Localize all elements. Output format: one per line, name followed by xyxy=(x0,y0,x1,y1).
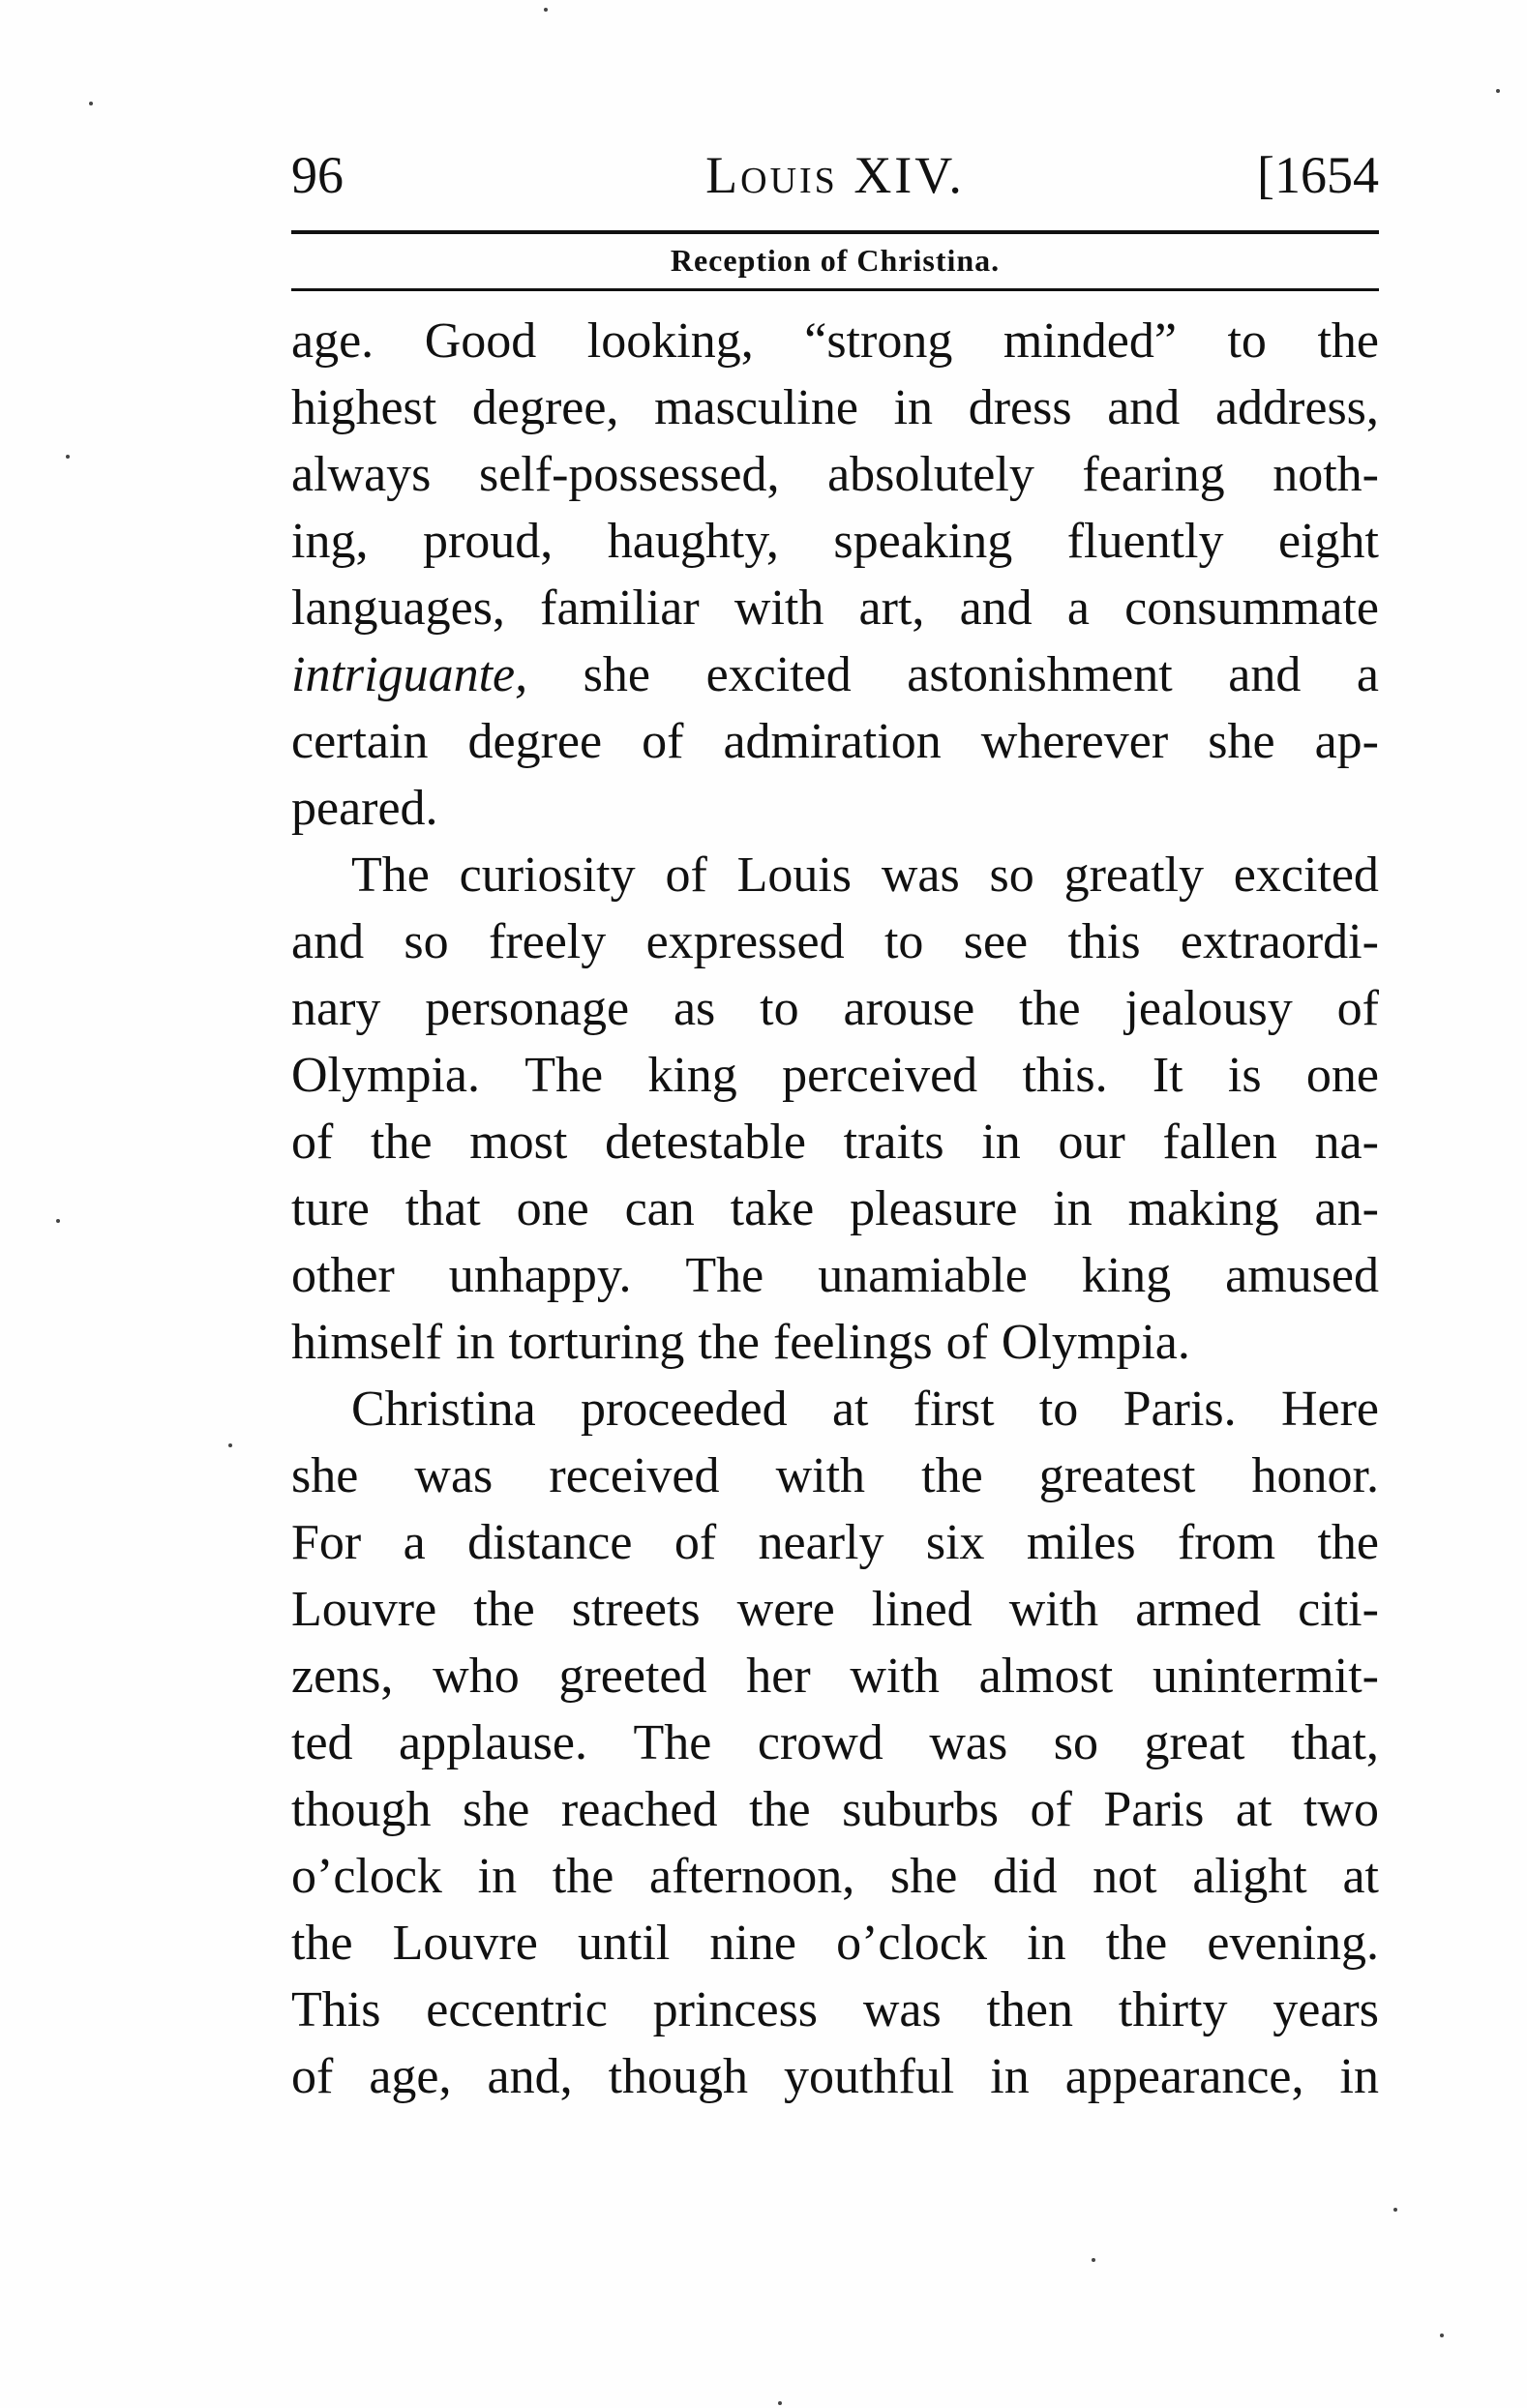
word: feelings xyxy=(772,1315,933,1370)
word: the xyxy=(552,1849,614,1904)
word: with xyxy=(775,1448,866,1503)
text-line xyxy=(291,708,1379,775)
word: youthful xyxy=(784,2049,955,2104)
word: in xyxy=(477,1849,518,1904)
word: of xyxy=(665,847,707,903)
word: six xyxy=(925,1515,985,1570)
word: torturing xyxy=(508,1315,685,1370)
word: so xyxy=(1053,1715,1098,1770)
word: noth- xyxy=(1272,447,1379,502)
text-line xyxy=(291,2043,1379,2110)
word: in xyxy=(981,1115,1021,1170)
word: familiar xyxy=(540,580,700,636)
word: to xyxy=(1038,1382,1079,1437)
word: detestable xyxy=(605,1115,806,1170)
word: excited xyxy=(1233,847,1379,903)
header-rule-top xyxy=(291,230,1379,234)
word: excited xyxy=(705,647,852,702)
word: with xyxy=(850,1649,940,1704)
word: proud, xyxy=(422,514,554,569)
word: pleasure xyxy=(850,1181,1018,1236)
word: perceived xyxy=(782,1048,978,1103)
word: The xyxy=(633,1715,712,1770)
word: degree, xyxy=(471,380,619,435)
word: honor. xyxy=(1251,1448,1379,1503)
word: absolutely xyxy=(827,447,1034,502)
text-line xyxy=(291,1576,1379,1643)
word: crowd xyxy=(757,1715,883,1770)
word: received xyxy=(549,1448,720,1503)
text-line xyxy=(291,1042,1379,1109)
word: The xyxy=(351,847,430,903)
word: with xyxy=(1008,1582,1099,1637)
word: she xyxy=(889,1849,958,1904)
word: other xyxy=(291,1248,395,1303)
word: most xyxy=(469,1115,568,1170)
word: astonishment xyxy=(907,647,1173,702)
word: of xyxy=(642,714,684,769)
word: always xyxy=(291,447,432,502)
text-line xyxy=(291,374,1379,441)
word: reached xyxy=(560,1782,718,1837)
text-line xyxy=(291,1977,1379,2043)
word: our xyxy=(1058,1115,1125,1170)
word: the xyxy=(698,1315,760,1370)
word: consummate xyxy=(1124,580,1379,636)
word: wherever xyxy=(980,714,1169,769)
word: eccentric xyxy=(426,1982,608,2037)
text-line xyxy=(291,1309,1379,1376)
word: For xyxy=(291,1515,362,1570)
text-line xyxy=(291,908,1379,975)
word: she xyxy=(463,1782,530,1837)
text-line xyxy=(291,308,1379,374)
word: and xyxy=(959,580,1033,636)
word: the xyxy=(473,1582,535,1637)
word: suburbs xyxy=(842,1782,999,1837)
word: Paris. xyxy=(1123,1382,1237,1437)
word: arouse xyxy=(843,981,975,1036)
word: king xyxy=(647,1048,737,1103)
word: minded” xyxy=(1003,313,1177,369)
word: greeted xyxy=(558,1649,707,1704)
word: ted xyxy=(291,1715,353,1770)
word: The xyxy=(685,1248,764,1303)
word: self-possessed, xyxy=(478,447,780,502)
word: himself xyxy=(291,1315,442,1370)
word: citi- xyxy=(1298,1582,1379,1637)
word: of xyxy=(1336,981,1379,1036)
word: of xyxy=(1030,1782,1072,1837)
text-line xyxy=(291,775,1379,842)
text-line xyxy=(291,1910,1379,1977)
word: address, xyxy=(1214,380,1379,435)
word: was xyxy=(881,847,960,903)
word: unintermit- xyxy=(1153,1649,1379,1704)
word: at xyxy=(1342,1849,1379,1904)
word: peared. xyxy=(291,781,438,836)
word: in xyxy=(990,2049,1030,2104)
text-line xyxy=(291,575,1379,641)
word: Olympia. xyxy=(1001,1315,1190,1370)
text-line xyxy=(291,641,1379,708)
text-line xyxy=(291,1442,1379,1509)
word: though xyxy=(291,1782,432,1837)
word: intriguante, xyxy=(291,647,528,702)
word: to xyxy=(1227,313,1267,369)
word: certain xyxy=(291,714,429,769)
word: so xyxy=(989,847,1034,903)
word: in xyxy=(455,1315,495,1370)
word: a xyxy=(1356,647,1379,702)
word: almost xyxy=(978,1649,1114,1704)
text-line xyxy=(291,1109,1379,1175)
word: expressed xyxy=(645,914,845,969)
word: nearly xyxy=(758,1515,884,1570)
word: appearance, xyxy=(1064,2049,1304,2104)
word: can xyxy=(624,1181,695,1236)
word: this. xyxy=(1022,1048,1108,1103)
word: degree xyxy=(467,714,603,769)
word: were xyxy=(736,1582,835,1637)
text-line xyxy=(291,1643,1379,1709)
word: the xyxy=(1019,981,1081,1036)
word: she xyxy=(291,1448,359,1503)
word: looking, xyxy=(586,313,754,369)
word: streets xyxy=(571,1582,701,1637)
word: until xyxy=(577,1916,671,1971)
word: nary xyxy=(291,981,381,1036)
word: one xyxy=(1305,1048,1379,1103)
book-title: Louis XIV. xyxy=(705,146,965,204)
word: in xyxy=(1027,1916,1066,1971)
text-line xyxy=(291,1709,1379,1776)
word: speaking xyxy=(833,514,1013,569)
text-line xyxy=(291,1175,1379,1242)
word: Olympia. xyxy=(291,1048,480,1103)
word: age, xyxy=(369,2049,452,2104)
word: “strong xyxy=(804,313,953,369)
word: she xyxy=(1208,714,1275,769)
word: and, xyxy=(487,2049,573,2104)
word: o’clock xyxy=(291,1849,442,1904)
body-text xyxy=(291,308,1379,2110)
text-line xyxy=(291,842,1379,908)
word: making xyxy=(1127,1181,1279,1236)
word: a xyxy=(1066,580,1090,636)
word: take xyxy=(730,1181,815,1236)
word: that, xyxy=(1290,1715,1379,1770)
word: did xyxy=(993,1849,1058,1904)
word: great xyxy=(1144,1715,1245,1770)
word: Christina xyxy=(351,1382,536,1437)
word: years xyxy=(1272,1982,1379,2037)
word: of xyxy=(674,1515,717,1570)
word: the xyxy=(371,1115,433,1170)
word: afternoon, xyxy=(649,1849,855,1904)
word: curiosity xyxy=(459,847,636,903)
word: one xyxy=(516,1181,589,1236)
word: at xyxy=(831,1382,869,1437)
text-line xyxy=(291,508,1379,575)
word: of xyxy=(291,2049,334,2104)
word: her xyxy=(746,1649,811,1704)
word: freely xyxy=(489,914,607,969)
word: though xyxy=(608,2049,749,2104)
word: o’clock xyxy=(836,1916,988,1971)
header-rule-bottom xyxy=(291,288,1379,291)
word: in xyxy=(1339,2049,1379,2104)
text-line xyxy=(291,975,1379,1042)
word: haughty, xyxy=(607,514,779,569)
word: Good xyxy=(424,313,537,369)
word: eight xyxy=(1277,514,1379,569)
running-head xyxy=(291,135,1379,215)
word: two xyxy=(1302,1782,1379,1837)
word: an- xyxy=(1314,1181,1379,1236)
word: see xyxy=(963,914,1029,969)
word: This xyxy=(291,1982,381,2037)
word: to xyxy=(760,981,799,1036)
word: in xyxy=(1053,1181,1093,1236)
word: the xyxy=(1105,1916,1168,1971)
word: personage xyxy=(425,981,630,1036)
word: admiration xyxy=(723,714,942,769)
word: ture xyxy=(291,1181,370,1236)
text-line xyxy=(291,1776,1379,1843)
word: a xyxy=(403,1515,426,1570)
word: she xyxy=(583,647,650,702)
word: and xyxy=(1107,380,1181,435)
word: Louis xyxy=(736,847,853,903)
word: miles xyxy=(1026,1515,1136,1570)
word: ap- xyxy=(1314,714,1379,769)
word: zens, xyxy=(291,1649,394,1704)
word: so xyxy=(404,914,449,969)
page-number: 96 xyxy=(291,146,344,204)
word: that xyxy=(404,1181,481,1236)
word: thirty xyxy=(1118,1982,1228,2037)
word: was xyxy=(862,1982,942,2037)
word: traits xyxy=(843,1115,944,1170)
word: nine xyxy=(709,1916,796,1971)
word: Here xyxy=(1280,1382,1379,1437)
word: and xyxy=(291,914,365,969)
word: highest xyxy=(291,380,437,435)
word: greatly xyxy=(1063,847,1204,903)
word: greatest xyxy=(1038,1448,1196,1503)
word: with xyxy=(734,580,824,636)
word: was xyxy=(929,1715,1008,1770)
text-line xyxy=(291,1376,1379,1442)
word: languages, xyxy=(291,580,505,636)
word: alight xyxy=(1192,1849,1307,1904)
word: dress xyxy=(968,380,1072,435)
word: unhappy. xyxy=(448,1248,632,1303)
word: art, xyxy=(858,580,925,636)
section-title: Reception of Christina. xyxy=(670,243,1001,278)
word: and xyxy=(1228,647,1302,702)
word: fallen xyxy=(1162,1115,1277,1170)
word: fluently xyxy=(1066,514,1224,569)
word: ing, xyxy=(291,514,369,569)
word: in xyxy=(893,380,934,435)
word: Paris xyxy=(1103,1782,1205,1837)
word: amused xyxy=(1225,1248,1379,1303)
word: then xyxy=(986,1982,1074,2037)
word: armed xyxy=(1135,1582,1262,1637)
word: lined xyxy=(871,1582,973,1637)
word: It xyxy=(1152,1048,1183,1103)
word: from xyxy=(1177,1515,1276,1570)
word: extraordi- xyxy=(1180,914,1379,969)
word: the xyxy=(1317,313,1379,369)
word: fearing xyxy=(1082,447,1225,502)
word: as xyxy=(673,981,716,1036)
word: masculine xyxy=(654,380,858,435)
word: unamiable xyxy=(818,1248,1028,1303)
word: who xyxy=(433,1649,520,1704)
word: distance xyxy=(467,1515,633,1570)
word: age. xyxy=(291,313,374,369)
word: the xyxy=(749,1782,811,1837)
word: this xyxy=(1067,914,1141,969)
word: is xyxy=(1227,1048,1262,1103)
word: The xyxy=(524,1048,604,1103)
text-line xyxy=(291,1843,1379,1910)
text-line xyxy=(291,1242,1379,1309)
word: at xyxy=(1235,1782,1272,1837)
text-line xyxy=(291,441,1379,508)
word: jealousy xyxy=(1124,981,1293,1036)
word: the xyxy=(291,1916,353,1971)
word: king xyxy=(1081,1248,1172,1303)
word: evening. xyxy=(1207,1916,1379,1971)
word: first xyxy=(913,1382,995,1437)
word: of xyxy=(291,1115,334,1170)
word: of xyxy=(945,1315,988,1370)
word: na- xyxy=(1314,1115,1379,1170)
word: not xyxy=(1093,1849,1157,1904)
word: proceeded xyxy=(580,1382,788,1437)
word: applause. xyxy=(399,1715,587,1770)
year-marker: [1654 xyxy=(1257,146,1379,204)
word: Louvre xyxy=(392,1916,538,1971)
word: Louvre xyxy=(291,1582,437,1637)
text-line xyxy=(291,1509,1379,1576)
word: princess xyxy=(652,1982,819,2037)
word: to xyxy=(883,914,924,969)
word: was xyxy=(414,1448,494,1503)
word: the xyxy=(1317,1515,1379,1570)
word: the xyxy=(921,1448,983,1503)
